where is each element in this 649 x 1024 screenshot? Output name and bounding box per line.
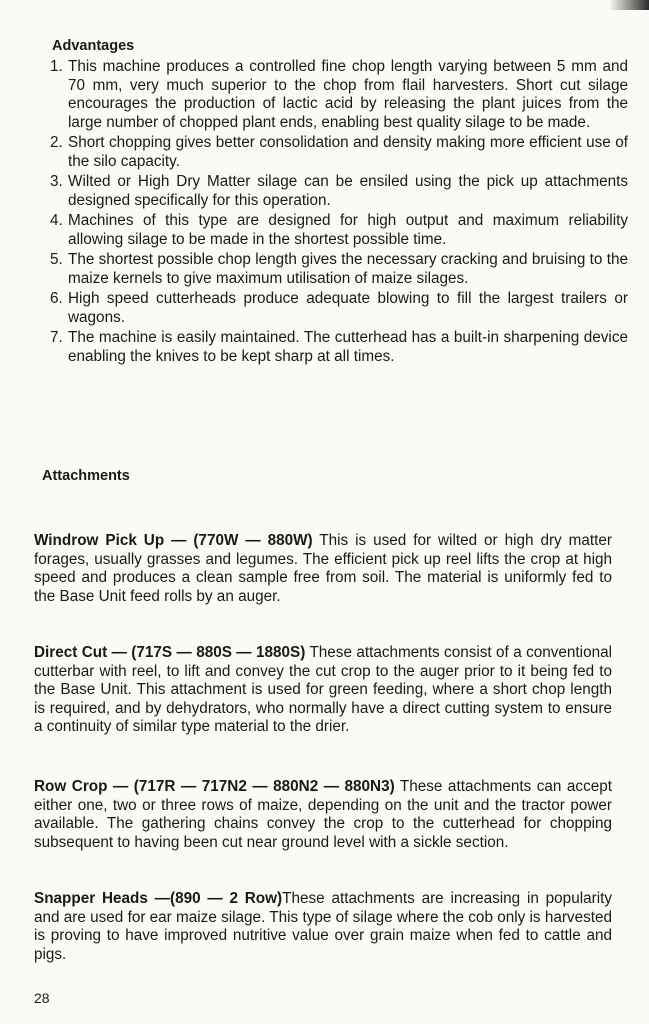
advantages-heading: Advantages xyxy=(52,38,135,54)
item-text: Wilted or High Dry Matter silage can be ensiled using the pick up attachments designed specifically for this operation. xyxy=(68,173,628,209)
item-number: 2. xyxy=(50,134,63,151)
windrow-pickup-paragraph xyxy=(34,532,612,606)
row-crop-paragraph xyxy=(34,778,612,852)
windrow-pickup-text: This is used for wilted or high dry matter forages, usually grasses and legumes. The efficient pick up reel lifts the crop at high speed and produces a clean sample free from soil. The material is uniformly fed to the Base Unit feed rolls by an auger. xyxy=(34,532,612,605)
list-item xyxy=(50,212,628,249)
item-number: 1. xyxy=(50,58,63,75)
item-text: The machine is easily maintained. The cutterhead has a built-in sharpening device enabling the knives to be kept sharp at all times. xyxy=(68,329,628,365)
list-item xyxy=(50,134,628,171)
item-text: The shortest possible chop length gives the necessary cracking and bruising to the maize kernels to give maximum utilisation of maize silages. xyxy=(68,251,628,287)
list-item xyxy=(50,290,628,327)
item-number: 7. xyxy=(50,329,63,346)
attachments-heading: Attachments xyxy=(42,468,130,484)
list-item xyxy=(50,251,628,288)
direct-cut-title: Direct Cut — (717S — 880S — 1880S) xyxy=(34,644,306,661)
item-number: 4. xyxy=(50,212,63,229)
list-item xyxy=(50,329,628,366)
item-text: Short chopping gives better consolidation and density making more efficient use of the silo capacity. xyxy=(68,134,628,170)
row-crop-title: Row Crop — (717R — 717N2 — 880N2 — 880N3) xyxy=(34,778,395,795)
item-number: 6. xyxy=(50,290,63,307)
direct-cut-text: These attachments consist of a conventional cutterbar with reel, to lift and convey the cut crop to the auger prior to it being fed to the Base Unit. This attachment is used for green feeding, where a short chop length is required, and by dehydrators, who normally have a direct cutting system to ensure a continuity of similar type material to the drier. xyxy=(34,644,612,735)
row-crop-text: These attachments can accept either one, two or three rows of maize, depending on the unit and the tractor power available. The gathering chains convey the crop to the cutterhead for chopping subsequent to having been cut near ground level with a sickle section. xyxy=(34,778,612,851)
item-text: High speed cutterheads produce adequate blowing to fill the largest trailers or wagons. xyxy=(68,290,628,326)
snapper-heads-text: These attachments are increasing in popularity and are used for ear maize silage. This type of silage where the cob only is harvested is proving to have improved nutritive value over grain maize when fed to cattle and pigs. xyxy=(34,890,612,963)
list-item xyxy=(50,173,628,210)
windrow-pickup-title: Windrow Pick Up — (770W — 880W) xyxy=(34,532,313,549)
item-text: Machines of this type are designed for high output and maximum reliability allowing silage to be made in the shortest possible time. xyxy=(68,212,628,248)
item-number: 3. xyxy=(50,173,63,190)
item-text: This machine produces a controlled fine chop length varying between 5 mm and 70 mm, very much superior to the chop from flail harvesters. Short cut silage encourages the production of lactic acid by releasing the plant juices from the large number of chopped plant ends, enabling best quality silage to be made. xyxy=(68,58,628,131)
advantages-list xyxy=(50,58,628,368)
list-item xyxy=(50,58,628,132)
direct-cut-paragraph xyxy=(34,644,612,737)
snapper-heads-paragraph xyxy=(34,890,612,964)
page-number: 28 xyxy=(34,990,50,1006)
snapper-heads-title: Snapper Heads —(890 — 2 Row) xyxy=(34,890,283,907)
item-number: 5. xyxy=(50,251,63,268)
